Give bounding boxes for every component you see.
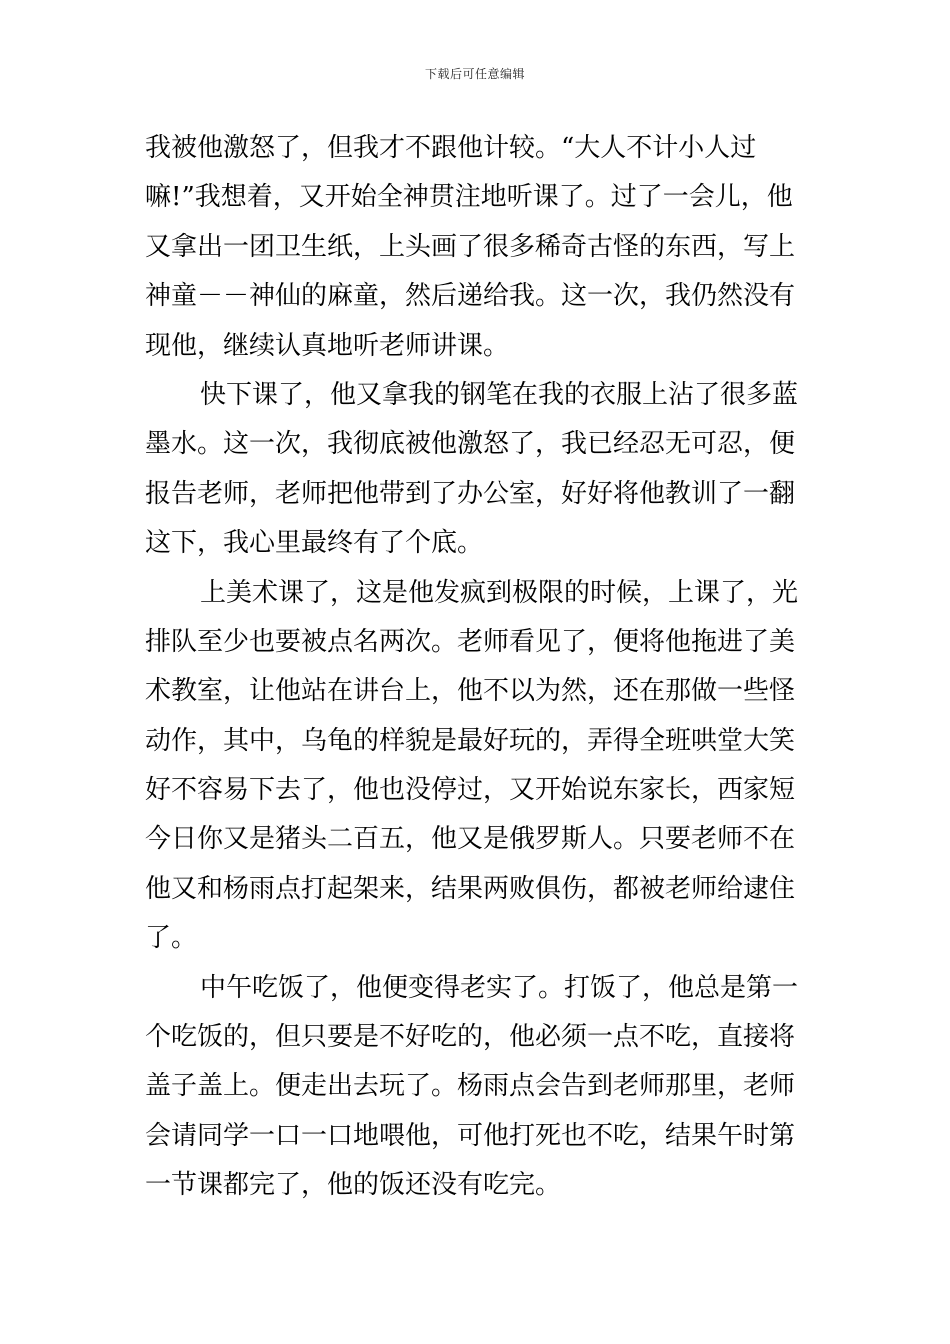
paragraph-first-line: 中午吃饭了，他便变得老实了。打饭了，他总是第一	[200, 972, 799, 1003]
text-line: 术教室，让他站在讲台上，他不以为然，还在那做一些怪	[145, 676, 796, 707]
text-line: 他又和杨雨点打起架来，结果两败俱伤，都被老师给逮住	[145, 873, 796, 904]
text-line: 我被他激怒了，但我才不跟他计较。“大人不计小人过	[145, 133, 757, 163]
paragraph-first-line: 上美术课了，这是他发疯到极限的时候，上课了，光	[200, 577, 799, 608]
text-line: 今日你又是猪头二百五，他又是俄罗斯人。只要老师不在	[145, 824, 796, 855]
text-line: 一节课都完了，他的饭还没有吃完。	[145, 1170, 562, 1201]
paragraph-first-line: 快下课了，他又拿我的钢笔在我的衣服上沾了很多蓝	[200, 379, 799, 410]
text-line: 了。	[145, 923, 198, 954]
text-line: 报告老师，老师把他带到了办公室，好好将他教训了一翻	[145, 478, 796, 509]
text-line: 动作，其中，乌龟的样貌是最好玩的，弄得全班哄堂大笑	[145, 725, 796, 756]
text-line: 个吃饭的，但只要是不好吃的，他必须一点不吃，直接将	[145, 1022, 796, 1053]
text-line: 这下，我心里最终有了个底。	[145, 528, 484, 559]
text-line: 排队至少也要被点名两次。老师看见了，便将他拖进了美	[145, 626, 796, 657]
text-line: 又拿出一团卫生纸，上头画了很多稀奇古怪的东西，写上	[145, 231, 796, 262]
text-line: 盖子盖上。便走出去玩了。杨雨点会告到老师那里，老师	[145, 1071, 796, 1102]
text-line: 墨水。这一次，我彻底被他激怒了，我已经忍无可忍，便	[145, 429, 796, 460]
text-line: 神童－－神仙的麻童，然后递给我。这一次，我仍然没有	[145, 281, 796, 312]
text-line: 好不容易下去了，他也没停过，又开始说东家长，西家短	[145, 775, 796, 806]
text-line: 现他，继续认真地听老师讲课。	[145, 330, 510, 361]
page-header: 下载后可任意编辑	[424, 67, 525, 81]
text-line: 会请同学一口一口地喂他，可他打死也不吃，结果午时第	[145, 1120, 796, 1151]
text-line: 嘛!”我想着，又开始全神贯注地听课了。过了一会儿，他	[145, 182, 793, 213]
body-text	[145, 124, 809, 1211]
